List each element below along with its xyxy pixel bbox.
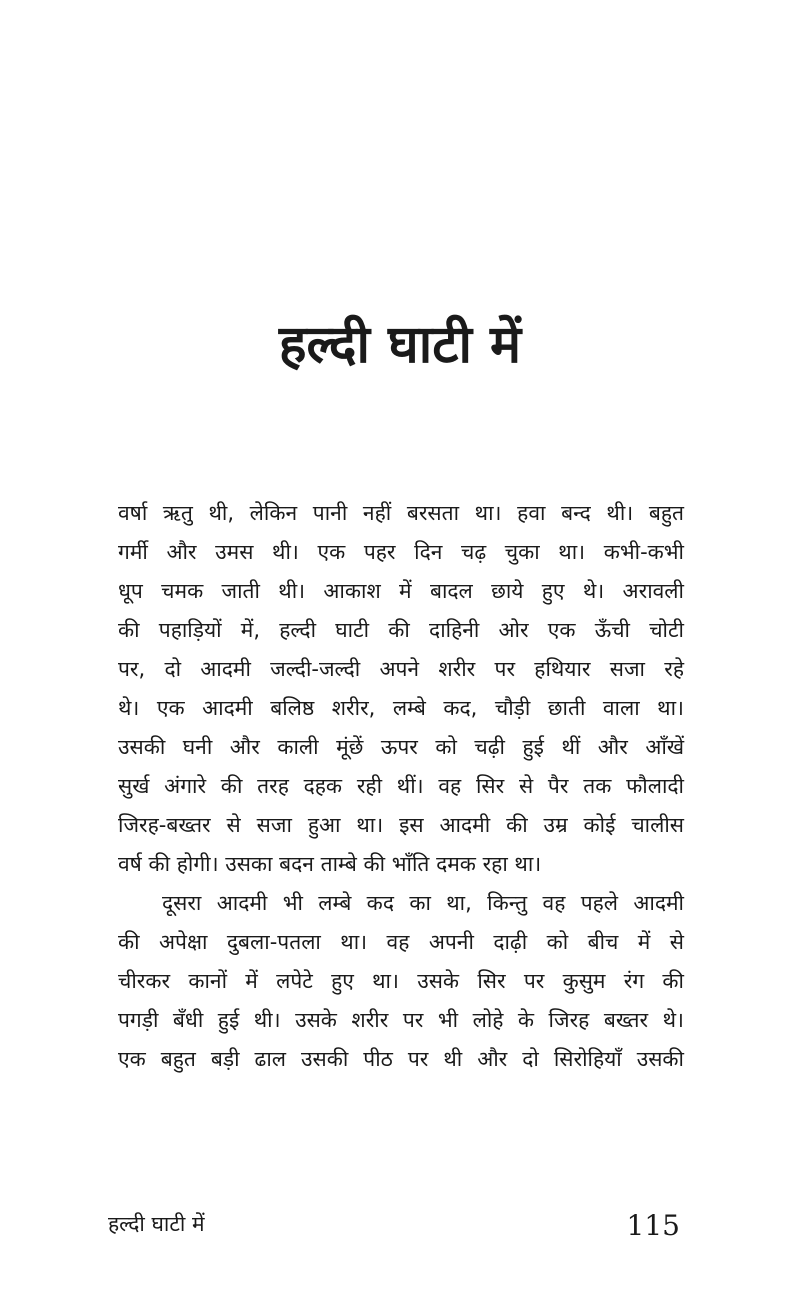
text-line: वर्ष की होगी। उसका बदन ताम्बे की भाँति दमक रहा था। — [118, 852, 542, 876]
text-line: थे। एक आदमी बलिष्ठ शरीर, लम्बे कद, चौड़ी छाती वाला था। — [118, 696, 684, 720]
chapter-title: हल्दी घाटी में — [278, 315, 522, 375]
text-line: वर्षा ऋतु थी, लेकिन पानी नहीं बरसता था। हवा बन्द थी। बहुत — [118, 501, 684, 525]
text-line: एक बहुत बड़ी ढाल उसकी पीठ पर थी और दो सिरोहियाँ उसकी — [118, 1047, 684, 1071]
text-line: गर्मी और उमस थी। एक पहर दिन चढ़ चुका था। कभी-कभी — [118, 540, 684, 564]
text-line: धूप चमक जाती थी। आकाश में बादल छाये हुए थे। अरावली — [118, 579, 684, 603]
paragraph-1 — [118, 494, 684, 884]
text-line: उसकी घनी और काली मूंछें ऊपर को चढ़ी हुई थीं और आँखें — [118, 735, 684, 759]
text-line: पर, दो आदमी जल्दी-जल्दी अपने शरीर पर हथियार सजा रहे — [118, 657, 684, 681]
text-line: सुर्ख अंगारे की तरह दहक रही थीं। वह सिर से पैर तक फौलादी — [118, 774, 684, 798]
text-line: चीरकर कानों में लपेटे हुए था। उसके सिर पर कुसुम रंग की — [118, 969, 684, 993]
body-text — [118, 494, 684, 1079]
paragraph-2 — [118, 884, 684, 1079]
text-line: दूसरा आदमी भी लम्बे कद का था, किन्तु वह पहले आदमी — [162, 891, 684, 915]
text-line: जिरह-बख्तर से सजा हुआ था। इस आदमी की उम्र कोई चालीस — [118, 813, 684, 837]
text-line: पगड़ी बँधी हुई थी। उसके शरीर पर भी लोहे के जिरह बख्तर थे। — [118, 1008, 684, 1032]
text-line: की अपेक्षा दुबला-पतला था। वह अपनी दाढ़ी को बीच में से — [118, 930, 684, 954]
text-line: की पहाड़ियों में, हल्दी घाटी की दाहिनी ओर एक ऊँची चोटी — [118, 618, 684, 642]
page-number: 115 — [626, 1209, 680, 1242]
running-footer-title: हल्दी घाटी में — [108, 1212, 205, 1236]
